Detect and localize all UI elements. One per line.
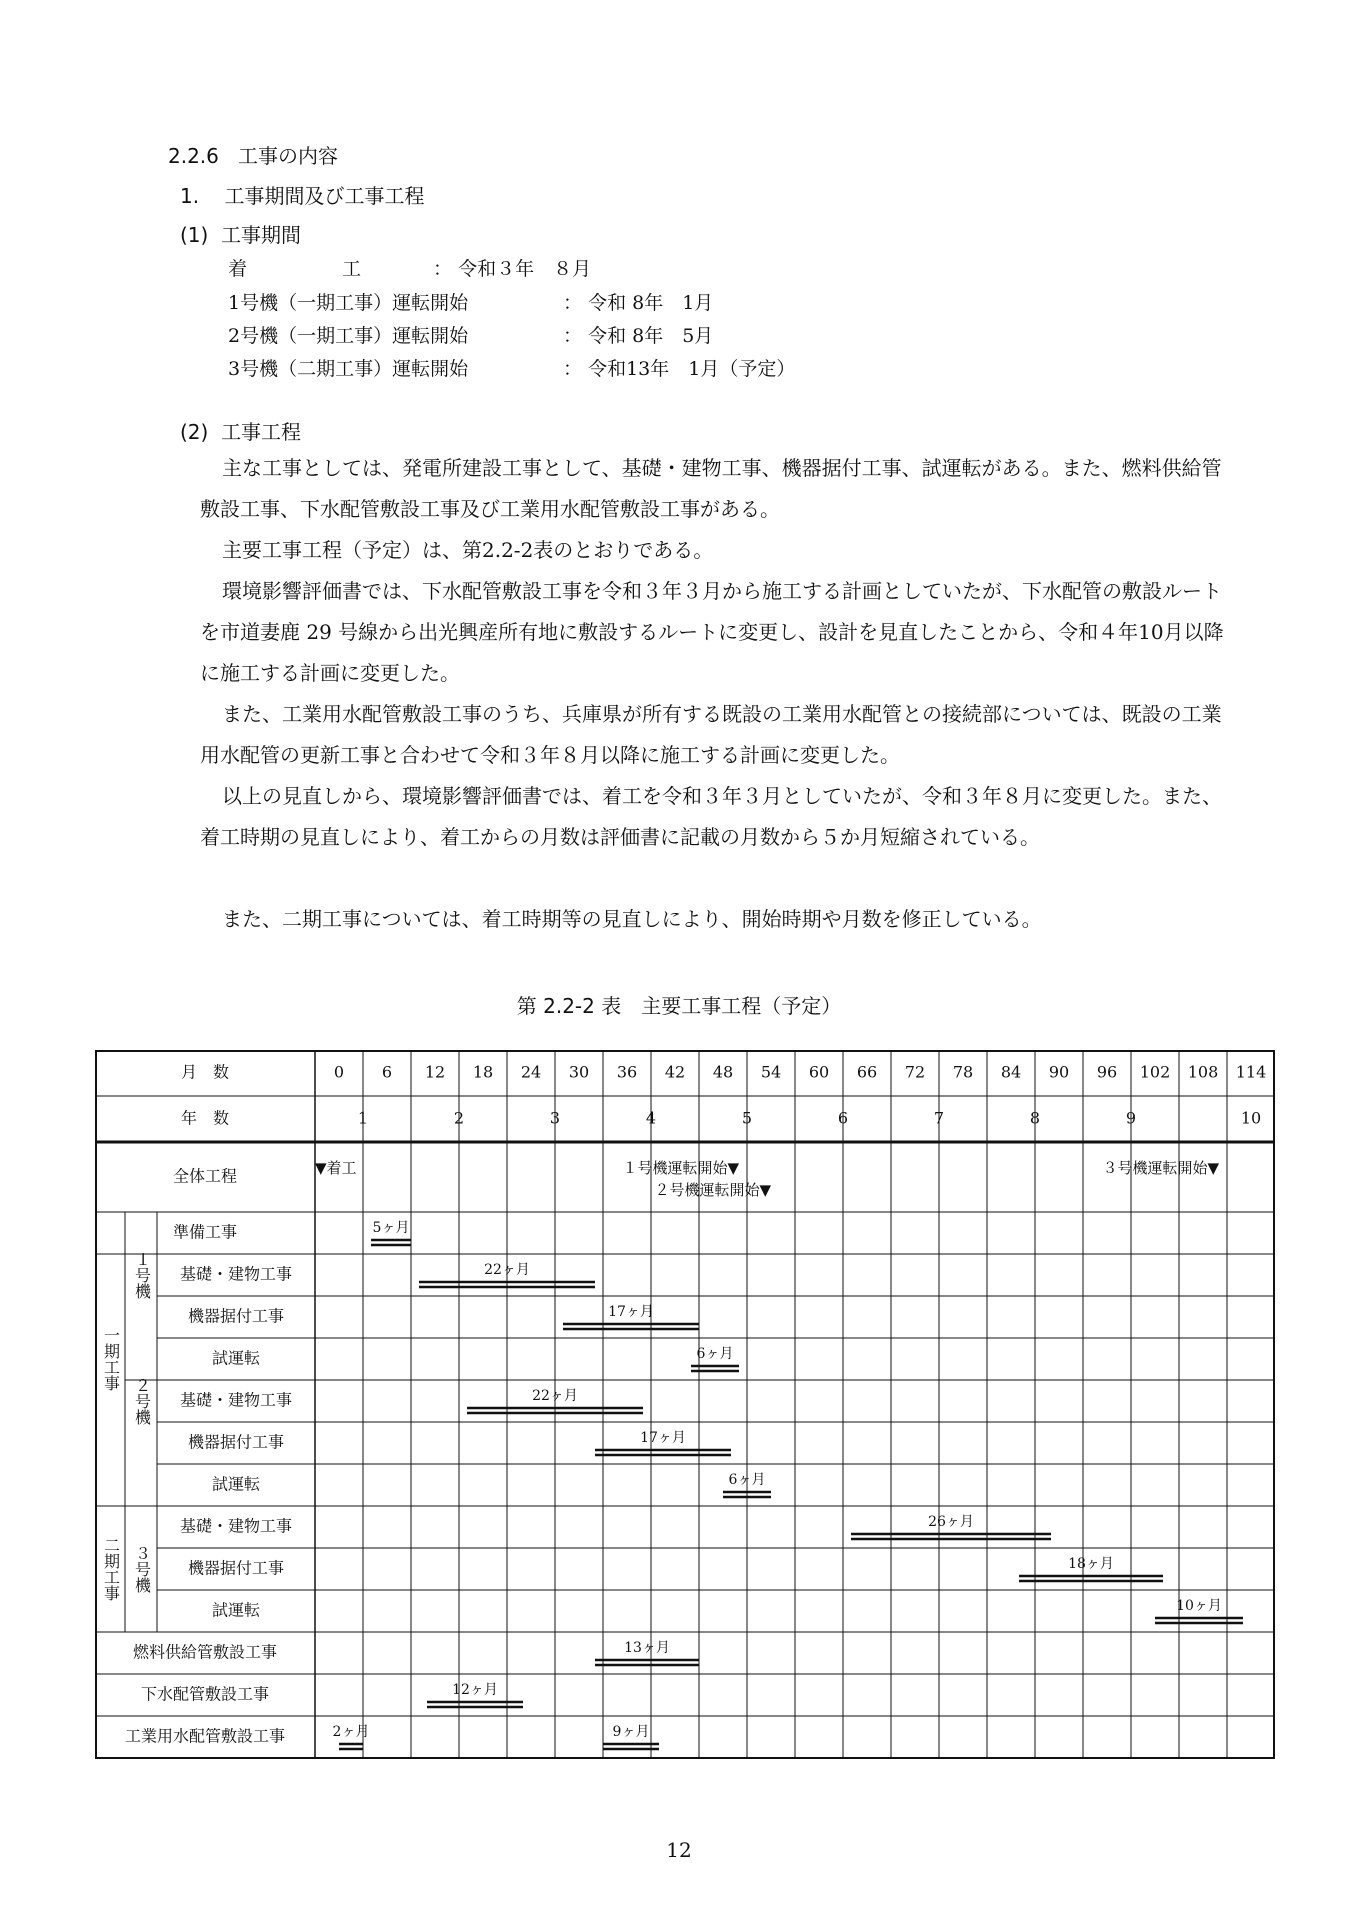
period-value: 令和 8年 1月 (588, 292, 714, 314)
month-tick-label: 66 (856, 1062, 878, 1082)
phase2-label: 二期工事 (101, 1537, 121, 1601)
year-tick-label: 4 (645, 1108, 657, 1128)
period-sep: ： (433, 258, 453, 280)
paragraph: 主な工事としては、発電所建設工事として、基礎・建物工事、機器据付工事、試運転がある。また、燃料供給管敷設工事、下水配管敷設工事及び工業用水配管敷設工事がある。 (200, 456, 1222, 521)
month-tick-label: 48 (712, 1062, 734, 1082)
table-title: 第 2.2-2 表 主要工事工程（予定） (516, 994, 842, 1018)
duration-label: 6ヶ月 (696, 1346, 734, 1362)
year-tick-label: 1 (357, 1108, 369, 1128)
unit1-label: １号機 (132, 1251, 152, 1299)
row-label: 基礎・建物工事 (179, 1264, 293, 1284)
year-tick-label: 10 (1240, 1108, 1262, 1128)
month-tick-label: 36 (616, 1062, 638, 1082)
month-tick-label: 102 (1139, 1062, 1171, 1082)
row-label: 試運転 (211, 1600, 261, 1620)
section-title: 工事の内容 (237, 144, 338, 168)
row-label: 試運転 (211, 1474, 261, 1494)
row-label: 試運転 (211, 1348, 261, 1368)
row-label: 燃料供給管敷設工事 (132, 1642, 278, 1662)
duration-label: 26ヶ月 (928, 1514, 974, 1530)
period-sep: ： (563, 358, 583, 380)
month-tick-label: 72 (904, 1062, 926, 1082)
period-label: 2号機（一期工事）運転開始 (228, 325, 469, 347)
paragraph: 主要工事工程（予定）は、第2.2-2表のとおりである。 (222, 538, 714, 562)
subsection-heading (180, 180, 425, 209)
year-tick-label: 9 (1125, 1108, 1137, 1128)
period-row (228, 288, 713, 315)
schedule-table (95, 1050, 1275, 1780)
milestone-label: ２号機運転開始▼ (654, 1181, 771, 1199)
item1-title: 工事期間 (221, 223, 302, 247)
month-tick-label: 78 (952, 1062, 974, 1082)
duration-label: 22ヶ月 (484, 1262, 530, 1278)
page-number: 12 (666, 1838, 692, 1862)
period-row (228, 321, 713, 348)
period-label: 3号機（二期工事）運転開始 (228, 358, 469, 380)
year-tick-label: 3 (549, 1108, 561, 1128)
duration-label: 17ヶ月 (608, 1304, 654, 1320)
row-label: 工業用水配管敷設工事 (124, 1726, 286, 1746)
period-row (228, 254, 591, 281)
row-label: 機器据付工事 (187, 1558, 285, 1578)
milestone-label: ３号機運転開始▼ (1102, 1159, 1219, 1177)
row-label: 準備工事 (172, 1222, 238, 1242)
duration-label: 5ヶ月 (372, 1220, 410, 1236)
month-tick-label: 0 (333, 1062, 345, 1082)
row-label: 全体工程 (172, 1166, 238, 1186)
month-tick-label: 30 (568, 1062, 590, 1082)
duration-label: 17ヶ月 (640, 1430, 686, 1446)
period-sep: ： (563, 325, 583, 347)
month-tick-label: 90 (1048, 1062, 1070, 1082)
year-tick-label: 8 (1029, 1108, 1041, 1128)
paragraph: 環境影響評価書では、下水配管敷設工事を令和３年３月から施工する計画としていたが、下水配管の敷設ルートを市道妻鹿 29 号線から出光興産所有地に敷設するルートに変更し、設計を見直したことから、令和４年10月以降に施工する計画に変更した。 (200, 579, 1224, 685)
milestone-label: １号機運転開始▼ (622, 1159, 739, 1177)
month-tick-label: 42 (664, 1062, 686, 1082)
month-tick-label: 18 (472, 1062, 494, 1082)
year-tick-label: 2 (453, 1108, 465, 1128)
duration-label: 10ヶ月 (1176, 1598, 1222, 1614)
month-tick-label: 84 (1000, 1062, 1022, 1082)
duration-label: 18ヶ月 (1068, 1556, 1114, 1572)
month-tick-label: 108 (1187, 1062, 1219, 1082)
item2-number: (2) (180, 420, 209, 444)
period-sep: ： (563, 292, 583, 314)
year-header-label: 年 数 (180, 1108, 230, 1128)
paragraph: 以上の見直しから、環境影響評価書では、着工を令和３年３月としていたが、令和３年８月に変更した。また、着工時期の見直しにより、着工からの月数は評価書に記載の月数から５か月短縮されている。 (200, 784, 1222, 849)
item2-heading (180, 416, 301, 445)
month-tick-label: 114 (1235, 1062, 1267, 1082)
item1-heading (180, 219, 301, 248)
item2-title: 工事工程 (221, 420, 302, 444)
subsection-number: 1. (180, 184, 200, 208)
period-value: 令和 8年 5月 (588, 325, 714, 347)
year-tick-label: 5 (741, 1108, 753, 1128)
duration-label: 9ヶ月 (612, 1724, 650, 1740)
month-tick-label: 60 (808, 1062, 830, 1082)
row-label: 下水配管敷設工事 (140, 1684, 270, 1704)
row-label: 基礎・建物工事 (179, 1516, 293, 1536)
year-tick-label: 6 (837, 1108, 849, 1128)
unit3-label: ３号機 (132, 1545, 152, 1593)
month-tick-label: 6 (381, 1062, 393, 1082)
period-row (228, 354, 795, 381)
duration-label: 6ヶ月 (728, 1472, 766, 1488)
duration-label: 13ヶ月 (624, 1640, 670, 1656)
month-tick-label: 54 (760, 1062, 782, 1082)
month-tick-label: 96 (1096, 1062, 1118, 1082)
row-label: 機器据付工事 (187, 1432, 285, 1452)
year-tick-label: 7 (933, 1108, 945, 1128)
phase1-label: 一期工事 (101, 1327, 121, 1391)
paragraph: また、工業用水配管敷設工事のうち、兵庫県が所有する既設の工業用水配管との接続部については、既設の工業用水配管の更新工事と合わせて令和３年８月以降に施工する計画に変更した。 (200, 702, 1222, 767)
period-value: 令和13年 1月（予定） (588, 358, 796, 380)
month-tick-label: 12 (424, 1062, 446, 1082)
duration-label: 2ヶ月 (332, 1724, 370, 1740)
month-tick-label: 24 (520, 1062, 542, 1082)
section-number: 2.2.6 (168, 144, 219, 168)
duration-label: 12ヶ月 (452, 1682, 498, 1698)
row-label: 基礎・建物工事 (179, 1390, 293, 1410)
period-value: 令和３年 ８月 (458, 258, 592, 280)
duration-label: 22ヶ月 (532, 1388, 578, 1404)
paragraph: また、二期工事については、着工時期等の見直しにより、開始時期や月数を修正している。 (222, 907, 1042, 931)
month-header-label: 月 数 (180, 1062, 230, 1082)
period-label: 1号機（一期工事）運転開始 (228, 292, 469, 314)
item1-number: (1) (180, 223, 209, 247)
row-label: 機器据付工事 (187, 1306, 285, 1326)
section-heading (168, 140, 338, 169)
period-label: 着 工 (228, 258, 362, 280)
unit2-label: ２号機 (132, 1377, 152, 1425)
milestone-label: ▼着工 (315, 1159, 357, 1177)
subsection-title: 工事期間及び工事工程 (224, 184, 425, 208)
